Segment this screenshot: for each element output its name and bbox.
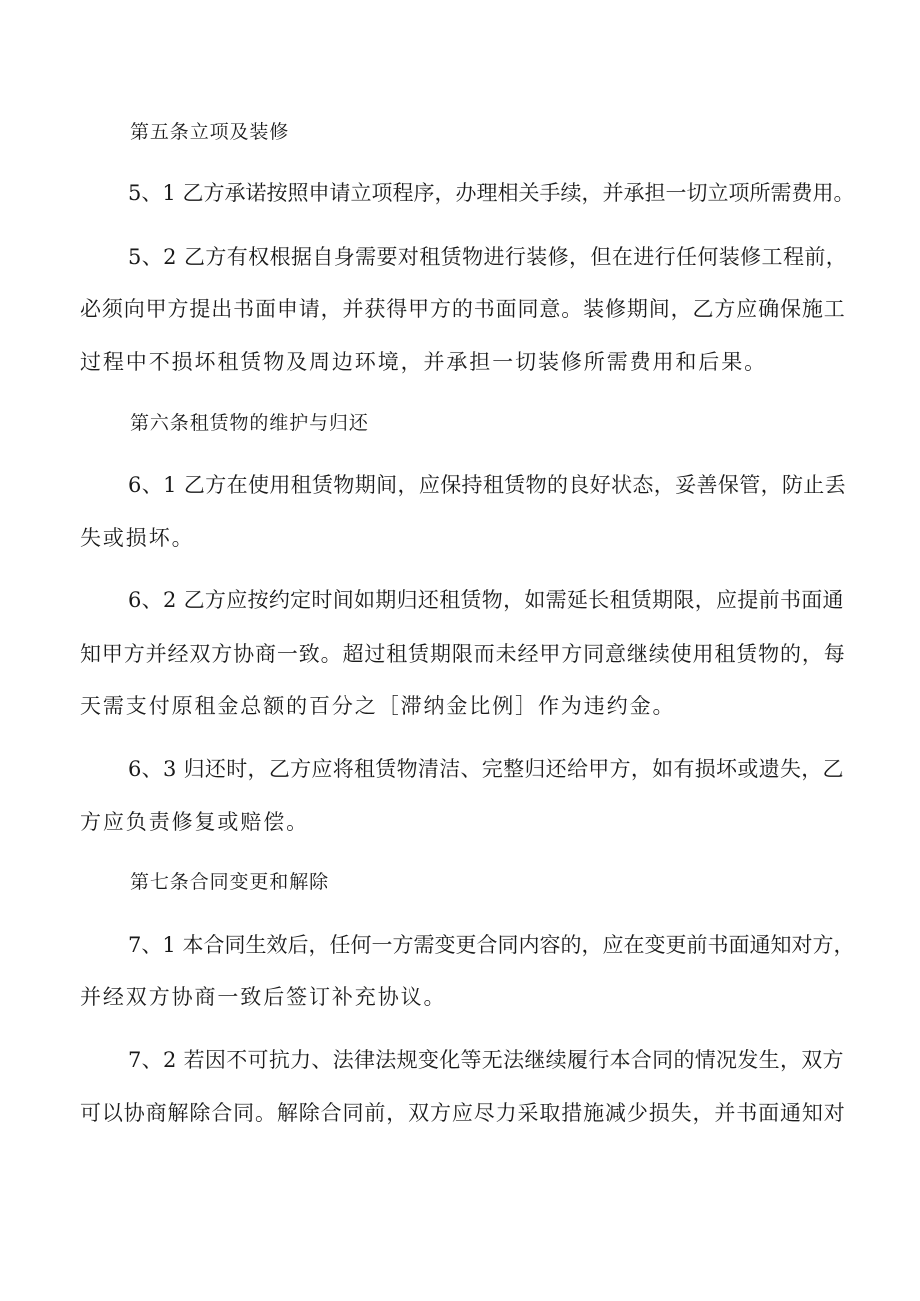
section-heading: 第六条租赁物的维护与归还 (130, 412, 369, 434)
clause-line: 失或损坏。 (80, 526, 195, 550)
clause-line: 天需支付原租金总额的百分之［滞纳金比例］作为违约金。 (80, 694, 676, 718)
clause-line: 知 甲 方 并 经 双 方 协 商 一 致 。 超 过 租 赁 期 限 而 未 经 甲 方 同 意 继 续 使 用 租 赁 物 的 ， 每 (80, 642, 845, 666)
clause-line: 6 、 3 归 还 时 ， 乙 方 应 将 租 赁 物 清 洁 、 完 整 归 还 给 甲 方 ， 如 有 损 坏 或 遗 失 ， 乙 (128, 757, 844, 781)
section-heading: 第五条立项及装修 (130, 121, 290, 143)
clause-line: 过程中不损坏租赁物及周边环境，并承担一切装修所需费用和后果。 (80, 350, 767, 374)
clause-line: 方应负责修复或赔偿。 (80, 810, 309, 834)
clause-line: 并经双方协商一致后签订补充协议。 (80, 985, 447, 1009)
clause-line: 6 、 2 乙 方 应 按 约 定 时 间 如 期 归 还 租 赁 物 ， 如 需 延 长 租 赁 期 限 ， 应 提 前 书 面 通 (128, 588, 844, 612)
clause-line: 7 、 2 若 因 不 可 抗 力 、 法 律 法 规 变 化 等 无 法 继 续 履 行 本 合 同 的 情 况 发 生 ， 双 方 (128, 1048, 844, 1072)
clause-line: 5 、 2 乙 方 有 权 根 据 自 身 需 要 对 租 赁 物 进 行 装 修 ， 但 在 进 行 任 何 装 修 工 程 前 ， (128, 245, 847, 269)
clause-line: 可 以 协 商 解 除 合 同 。 解 除 合 同 前 ， 双 方 应 尽 力 采 取 措 施 减 少 损 失 ， 并 书 面 通 知 对 (80, 1101, 845, 1125)
clause-line: 6 、 1 乙 方 在 使 用 租 赁 物 期 间 ， 应 保 持 租 赁 物 的 良 好 状 态 ， 妥 善 保 管 ， 防 止 丢 (128, 473, 846, 497)
clause-line: 必 须 向 甲 方 提 出 书 面 申 请 ， 并 获 得 甲 方 的 书 面 同 意 。 装 修 期 间 ， 乙 方 应 确 保 施 工 (80, 297, 845, 321)
section-heading: 第七条合同变更和解除 (130, 871, 330, 893)
clause-line: 7 、 1 本 合 同 生 效 后 ， 任 何 一 方 需 变 更 合 同 内 容 的 ， 应 在 变 更 前 书 面 通 知 对 方 ， (128, 933, 855, 957)
clause-line: 5 、 1 乙 方 承 诺 按 照 申 请 立 项 程 序 ， 办 理 相 关 手 续 ， 并 承 担 一 切 立 项 所 需 费 用 。 (128, 181, 855, 205)
